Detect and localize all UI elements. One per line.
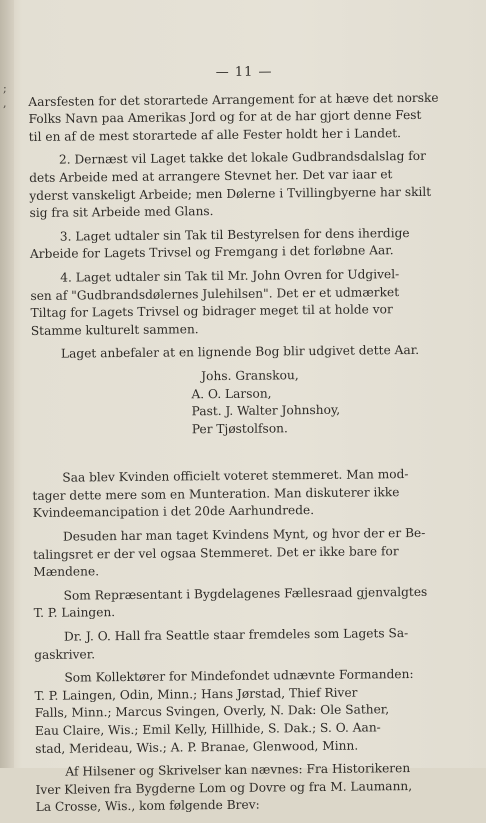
text-line: Eau Claire, Wis.; Emil Kelly, Hillhide, S. Dak.; S. O. Aan- [34,720,381,738]
text-line: stad, Merideau, Wis.; A. P. Branae, Glenwood, Minn. [35,738,359,756]
text-line: talingsret er der vel ogsaa Stemmeret. Det er ikke bare for [33,543,399,562]
text-line: Som Kollektører for Mindefondet udnævnte Formanden: [64,667,414,685]
text-line: Aarsfesten for det storartede Arrangement for at hæve det norske [28,90,439,109]
signatory-name: Johs. Granskou, [201,368,299,384]
paragraph [34,624,466,664]
signatory-name: A. O. Larson, [191,385,272,401]
text-line: Laget anbefaler at en lignende Bog blir udgivet dette Aar. [60,343,420,361]
paragraph [35,760,468,817]
paragraph [29,148,462,223]
text-line: Kvindeemancipation i det 20de Aarhundrede. [32,503,315,521]
paragraph [32,466,465,523]
text-line: yderst vanskeligt Arbeide; men Dølerne i Tvillingbyerne har skilt [29,184,432,203]
text-line: Stamme kulturelt sammen. [30,321,199,338]
text-line: tager dette mere som en Munteration. Man diskuterer ikke [32,485,400,503]
signatory-name: Per Tjøstolfson. [191,420,288,436]
text-line: Folks Navn paa Amerikas Jord og for at de har gjort denne Fest [28,108,422,127]
paragraph [34,666,467,758]
signature-block [191,365,464,438]
text-line: Desuden har man taget Kvindens Mynt, og hvor der er Be- [62,525,426,544]
text-line: Som Repræsentant i Bygdelagenes Fællesraad gjenvalgtes [63,584,428,603]
paragraph [31,342,463,364]
page-number: — 11 — [215,64,273,81]
text-line: Arbeide for Lagets Trivsel og Fremgang i det forløbne Aar. [29,243,394,262]
text-line: Iver Kleiven fra Bygderne Lom og Dovre og fra M. Laumann, [35,778,413,797]
text-line: sig fra sit Arbeide med Glans. [29,204,214,221]
text-line: dets Arbeide med at arrangere Stevnet her. Det var iaar et [29,167,393,185]
signatory-name: Past. J. Walter Johnshoy, [191,402,341,419]
text-line: Falls, Minn.; Marcus Svingen, Overly, N. Dak: Ole Sather, [34,702,390,721]
text-line: Mændene. [33,564,100,580]
binding-gutter [0,0,14,768]
paragraph [28,89,461,146]
edge-mark: ; [3,82,7,95]
page-content [28,61,468,822]
text-line: 3. Laget udtaler sin Tak til Bestyrelsen for dens iherdige [59,225,410,244]
text-line: T. P. Laingen. [33,605,116,621]
paragraph [30,224,462,264]
resolutions-block [28,89,463,364]
text-line: sen af "Gudbrandsdølernes Julehilsen". Det er et udmærket [30,284,400,303]
paragraph [33,525,466,582]
text-line: Saa blev Kvinden officielt voteret stemmeret. Man mod- [62,467,409,485]
text-line: La Crosse, Wis., kom følgende Brev: [35,797,260,815]
text-line: 4. Laget udtaler sin Tak til Mr. John Ovren for Udgivel- [60,267,400,285]
text-line: T. P. Laingen, Odin, Minn.; Hans Jørstad, Thief River [34,685,358,703]
text-line: til en af de mest storartede af alle Fester holdt her i Landet. [28,125,402,144]
paragraph [33,583,465,623]
text-line: 2. Dernæst vil Laget takke det lokale Gudbrandsdalslag for [58,149,426,168]
paragraph [30,265,463,340]
edge-mark: , [3,97,7,110]
text-line: Tiltag for Lagets Trivsel og bidrager meget til at holde vor [30,302,393,321]
text-line: Dr. J. O. Hall fra Seattle staar fremdeles som Lagets Sa- [63,626,409,644]
text-line: Af Hilsener og Skrivelser kan nævnes: Fra Historikeren [65,761,411,779]
text-line: gaskriver. [34,646,96,662]
minutes-block [32,466,468,817]
